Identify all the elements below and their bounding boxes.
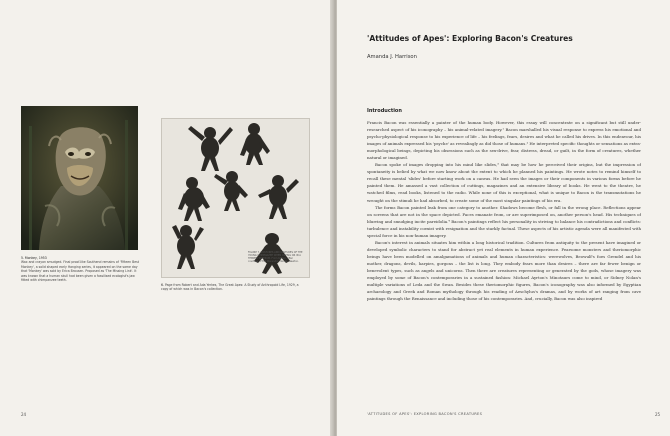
folio-left: 24 xyxy=(21,412,27,417)
paragraph-3: The forms Bacon painted leak from one category to another. Shadows become flesh, or fall in the wrong place. Reflections appear on screens that are not in the space depicted. Faces emanate from, or are superimposed on, another person's head. His techniques of blurring and smudging incite pareidolia.⁴ Bacon's paintings reflect his personality in striving to balance his contradictions and conflicts: turbulence and instability coexist with resignation and the starkly factual. These aspects of his artistic agenda were all manifested with special force in his non-human imagery. xyxy=(367,204,641,238)
folio-right: 25 xyxy=(655,412,661,417)
plate2-caption-number: 6. xyxy=(161,283,164,287)
plate2-caption-text: Page from Robert and Ada Yerkes, The Great Apes: A Study of Anthropoid Life, 1929, a copy of which was in Bacon's collection. xyxy=(161,283,299,292)
monkey-painting-plate xyxy=(21,106,138,250)
paragraph-2: Bacon spoke of images dropping into his mind like slides,³ that may be how he perceived their origins, but the impression of spontaneity is belied by what we now know about the extent to which he planned his paintings. He wrote notes to remind himself to recall these mental 'slides' before starting work on a canvas. He had seen the images or their components in various forms before he painted them. He amassed a vast collection of cuttings, magazines and an extensive library of books. He went to the theatre, he watched films, read books, listened to the radio. While none of this is exceptional, what is unique to Bacon is the transmutations he wrought on the stimuli he had absorbed, to create some of the most singular paintings of his era. xyxy=(367,162,641,203)
essay-body xyxy=(367,119,641,409)
plate2-inset-caption: FIGURE 7. POSTURES AND GESTURES OF THE YOUNG CHIMPANZEE WHEN CRYING OR IN A TEMPER TANTRUM. From Köhler, after courtesy of the Clarendon Yerkes, Newton. xyxy=(248,251,303,263)
section-heading: Introduction xyxy=(367,108,402,114)
right-page xyxy=(337,0,670,436)
essay-author: Amanda J. Harrison xyxy=(367,54,417,60)
chimpanzee-postures-plate xyxy=(161,118,310,278)
plate1-caption-text: Wax and crayon smudged. Final proof-like Southend remains of 'Fifteen Best Monkey', a solid shaped early Hanging series, it appeared on the same day that 'Monkey' was sold by Erica Brausen. Proposed as 'The Missing Link'. It was known that a human skull had been given a fossilised ecologist's jaw fitted with chimpanzee teeth. xyxy=(21,260,139,283)
left-page xyxy=(0,0,333,436)
paragraph-4: Bacon's interest in animals situates him within a long historical tradition. Cultures from antiquity to the present have imagined or developed symbolic characters to stand for abstract yet real elements in human experience. Fearsome monsters and theriomorphic beings have been modelled on amalgamations of animals and human characteristics: werewolves, Beowulf's foes Grendel and his mother, dragons, devils, harpies, gorgons – the list is long. They embody fears more than desires – there are far fewer benign or benevolent types, such as angels and unicorns. Then there are creatures representing or generated by the gods, whose imagery was employed by some of Bacon's contemporaries in a sustained fashion: Michael Ayrton's Minotaurs come to mind, or Sidney Nolan's multiple variations of Leda and the Swan. Besides these theriomorphic figures, Bacon's iconography was also informed by Egyptian archaeology and Greek and Roman mythology through his reading of Aeschylus's dramas, and by works of art ranging from cave paintings through the Renaissance and including those of his contemporaries. And, crucially, Bacon was also inspired xyxy=(367,239,641,302)
plate1-caption-number: 5. Monkey, 1953 xyxy=(21,256,47,260)
plate2-caption xyxy=(161,283,301,292)
monkey-painting-image xyxy=(21,106,138,250)
essay-title: 'Attitudes of Apes': Exploring Bacon's Creatures xyxy=(367,34,573,43)
plate1-caption xyxy=(21,256,139,282)
running-head: 'ATTITUDES OF APES': EXPLORING BACON'S CREATURES xyxy=(367,412,483,416)
paragraph-1: Francis Bacon was essentially a painter of the human body. However, this essay will concentrate on a significant but still under-researched aspect of his iconography – his animal-related imagery.¹ Bacon marshalled his visual response to express his emotional and psycho-physiological response to his experience of life – his feelings, fears, desires and what he called his drives. In this endeavour, his images of animals expressed his 'psyche' as revealingly as did those of humans.² He interpreted specific thoughts or sensations as extra-morphological beings, depicting his obsessions such as the sex-drive, fear, distress, dread, or guilt, in the form of creatures, whether natural or imagined. xyxy=(367,120,641,161)
